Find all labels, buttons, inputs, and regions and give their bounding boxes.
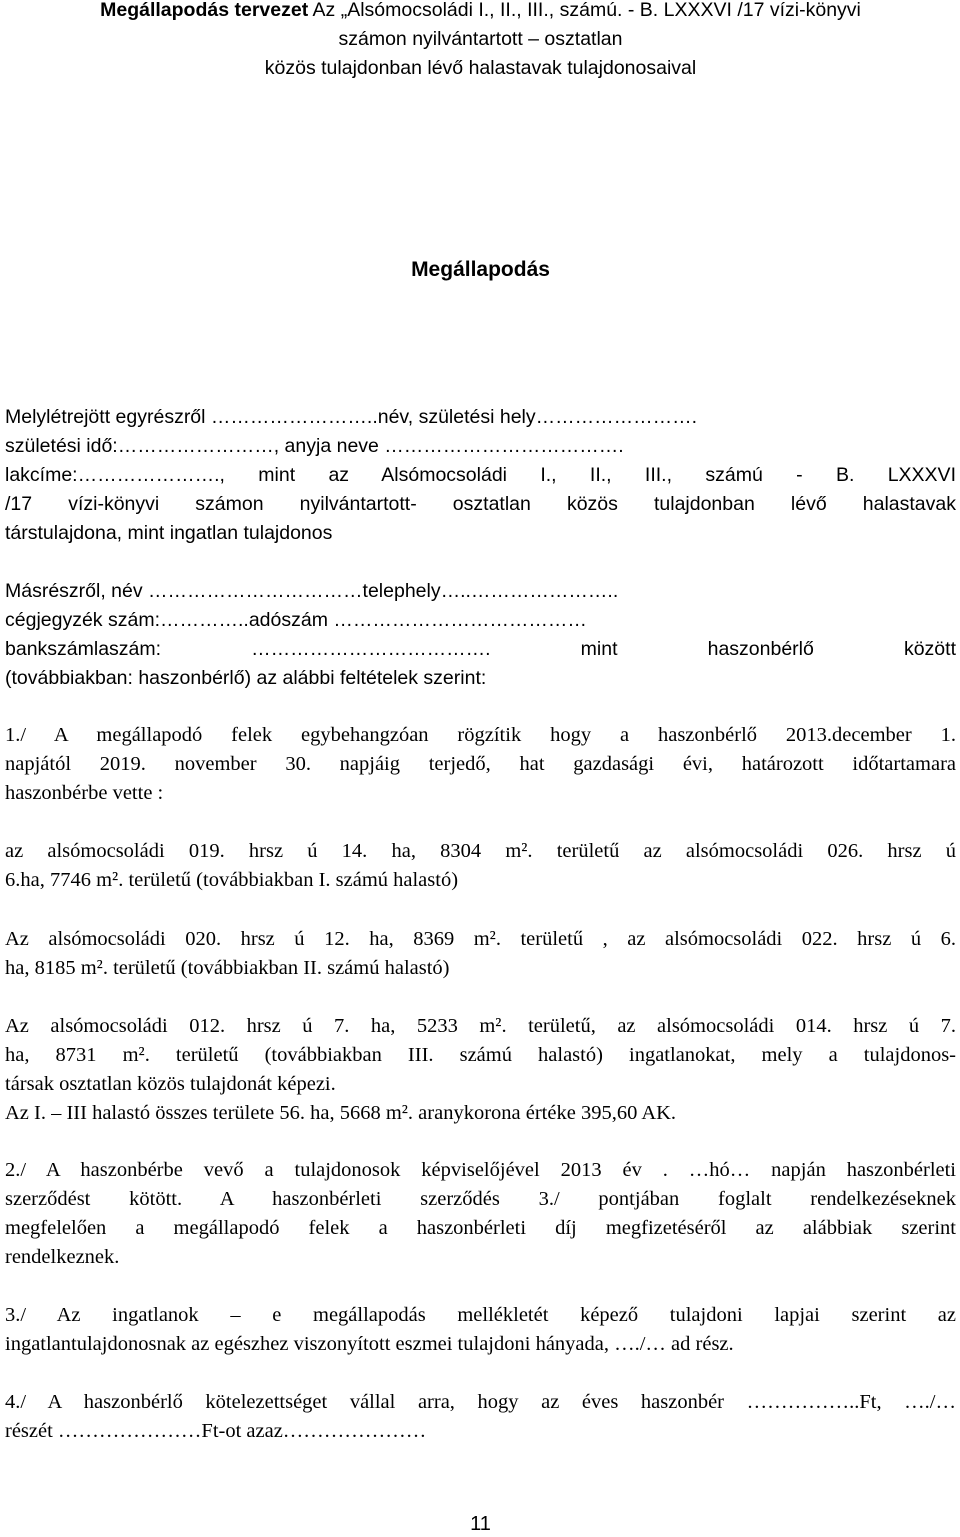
pond-2-line-1: Az alsómocsoládi 020. hrsz ú 12. ha, 8369 m². területű , az alsómocsoládi 022. hrsz ú 6. xyxy=(5,928,956,950)
pond-3-line-2: ha, 8731 m². területű (továbbiakban III. számú halastó) ingatlanokat, mely a tulajdonos- xyxy=(5,1044,956,1066)
point-1-line-2: napjától 2019. november 30. napjáig terjedő, hat gazdasági évi, határozott időtartamara xyxy=(5,753,956,775)
pond-3-line-3: társak osztatlan közös tulajdonát képezi. xyxy=(5,1073,336,1095)
point-2-line-2: szerződést kötött. A haszonbérleti szerződés 3./ pontjában foglalt rendelkezéseknek xyxy=(5,1188,956,1210)
parties-line-1: Melylétrejött egyrészről ……………………..név, születési hely……………………. xyxy=(5,406,698,428)
parties-line-2: születési idő:……………………, anyja neve ………………………………. xyxy=(5,435,624,457)
header-line-2: számon nyilvántartott – osztatlan xyxy=(338,28,623,50)
pond-1-line-2: 6.ha, 7746 m². területű (továbbiakban I. számú halastó) xyxy=(5,869,459,891)
document-page xyxy=(5,0,956,1537)
other-party-line-4: (továbbiakban: haszonbérlő) az alábbi feltételek szerint: xyxy=(5,667,487,689)
header-line-1 xyxy=(5,0,956,25)
point-3-line-2: ingatlantulajdonosnak az egészhez viszonyított eszmei tulajdoni hányada, …./… ad rész. xyxy=(5,1333,734,1355)
pond-3-line-4: Az I. – III halastó összes területe 56. ha, 5668 m². aranykorona értéke 395,60 AK. xyxy=(5,1102,677,1124)
page-number: 11 xyxy=(470,1513,491,1535)
point-3-line-1: 3./ Az ingatlanok – e megállapodás mellékletét képező tulajdoni lapjai szerint az xyxy=(5,1304,956,1326)
other-party-line-2: cégjegyzék szám:…………..adószám ………………………………… xyxy=(5,609,587,631)
other-party-line-3: bankszámlaszám: ………………………………. mint haszonbérlő között xyxy=(5,638,956,660)
pond-3-line-1: Az alsómocsoládi 012. hrsz ú 7. ha, 5233 m². területű, az alsómocsoládi 014. hrsz ú 7. xyxy=(5,1015,956,1037)
point-2-paragraph xyxy=(5,1156,956,1272)
header-line-3: közös tulajdonban lévő halastavak tulajdonosaival xyxy=(264,57,697,79)
pond-2-line-2: ha, 8185 m². területű (továbbiakban II. számú halastó) xyxy=(5,957,450,979)
point-1-line-3: haszonbérbe vette : xyxy=(5,782,164,804)
agreement-title: Megállapodás xyxy=(411,258,550,281)
point-1-line-1: 1./ A megállapodó felek egybehangzóan rögzítik hogy a haszonbérlő 2013.december 1. xyxy=(5,724,956,746)
point-1-paragraph xyxy=(5,721,956,808)
pond-2-paragraph xyxy=(5,925,956,983)
document-header xyxy=(5,0,956,83)
parties-paragraph xyxy=(5,403,956,548)
parties-line-3: lakcíme:…………………., mint az Alsómocsoládi I., II., III., számú - B. LXXXVI xyxy=(5,464,956,486)
point-2-line-3: megfelelően a megállapodó felek a haszonbérleti díj megfizetéséről az alábbiak szerint xyxy=(5,1217,956,1239)
point-3-paragraph xyxy=(5,1301,956,1359)
header-bold-title: Megállapodás tervezet xyxy=(100,0,309,21)
other-party-line-1: Másrészről, név ……………………………telephely…..………………….. xyxy=(5,580,619,602)
point-4-line-1: 4./ A haszonbérlő kötelezettséget vállal arra, hogy az éves haszonbér ……………..Ft, …./… xyxy=(5,1391,956,1413)
pond-1-line-1: az alsómocsoládi 019. hrsz ú 14. ha, 8304 m². területű az alsómocsoládi 026. hrsz ú xyxy=(5,840,956,862)
point-4-line-2: részét …………………Ft-ot azaz………………… xyxy=(5,1420,427,1442)
point-2-line-1: 2./ A haszonbérbe vevő a tulajdonosok képviselőjével 2013 év . …hó… napján haszonbérleti xyxy=(5,1159,956,1181)
header-line-1-rest: Az „Alsómocsoládi I., II., III., számú. - B. LXXXVI /17 vízi-könyvi xyxy=(308,0,861,21)
pond-1-paragraph xyxy=(5,837,956,895)
point-4-paragraph xyxy=(5,1388,956,1446)
point-2-line-4: rendelkeznek. xyxy=(5,1246,120,1268)
parties-line-5: társtulajdona, mint ingatlan tulajdonos xyxy=(5,522,333,544)
parties-line-4: /17 vízi-könyvi számon nyilvántartott- osztatlan közös tulajdonban lévő halastavak xyxy=(5,493,956,515)
other-party-paragraph xyxy=(5,577,956,693)
pond-3-paragraph xyxy=(5,1012,956,1128)
